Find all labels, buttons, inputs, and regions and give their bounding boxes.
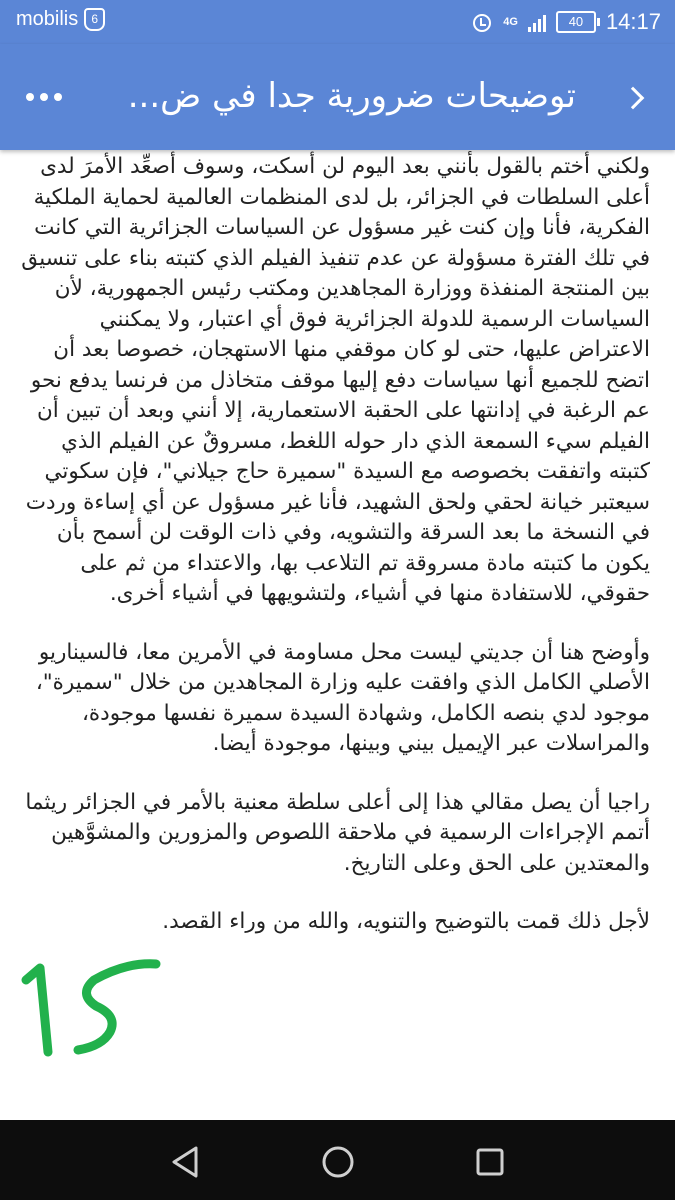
article-paragraph: ولكني أختم بالقول بأنني بعد اليوم لن أسكت، وسوف أصعِّد الأمرَ لدى أعلى السلطات في الجزائر، بل لدى المنظمات العالمية لحماية الملكية الفكرية، فأنا وإن كنت غير مسؤول عن السياسات الجزائرية التي كانت في تلك الفترة مسؤولة عن عدم تنفيذ الفيلم الذي كتبته بناء على تنسيق بين المنتجة المنفذة ووزارة المجاهدين ومكتب رئيس الجمهورية، لأن السياسات الرسمية للدولة الجزائرية فوق أي اعتبار، ولا يمكنني الاعتراض عليها، حتى لو كان موقفي منها الاستهجان، خصوصا بعد أن اتضح للجميع أنها سياسات دفع إليها موقف متخاذل من فرنسا يدفع نحو عم الرغبة في إدانتها على الحقبة الاستعمارية، إلا أنني وبعد أن تبين أن الفيلم سيء السمعة الذي دار حوله اللغط، مسروقٌ عن الفيلم الذي كتبته واتفقت بخصوصه مع السيدة "سميرة حاج جيلاني"، فإن سكوتي سيعتبر خيانة لحقي ولحق الشهيد، فأنا غير مسؤول عن أي إساءة وردت في النسخة ما بعد السرقة والتشويه، وفي ذات الوقت لن أسمح بأن يكون ما كتبته مادة مسروقة تم التلاعب بها، والاعتداء من ثم على حقوقي، للاستفادة منها في أشياء، ولتشويهها في أشياء أخرى. bbox=[21, 154, 650, 606]
back-chevron-icon[interactable] bbox=[615, 78, 655, 118]
handwritten-number-mark bbox=[14, 950, 164, 1060]
more-options-icon[interactable] bbox=[26, 82, 74, 112]
article-body bbox=[20, 152, 650, 966]
sim-shield-icon: 6 bbox=[84, 8, 105, 31]
home-circle-icon[interactable] bbox=[318, 1142, 358, 1182]
status-bar bbox=[0, 0, 675, 44]
clock: 14:17 bbox=[605, 9, 661, 34]
app-header bbox=[0, 44, 675, 150]
network-type: 4G bbox=[503, 15, 518, 28]
status-icons bbox=[471, 6, 661, 38]
back-triangle-icon[interactable] bbox=[166, 1142, 206, 1182]
page-title: توضيحات ضرورية جدا في ض... bbox=[127, 76, 576, 116]
article-paragraph: راجيا أن يصل مقالي هذا إلى أعلى سلطة معنية بالأمر في الجزائر ريثما أتمم الإجراءات الرسمية في ملاحقة اللصوص والمزورين والمشوَّهين والمعتدين على الحق وعلى التاريخ. bbox=[25, 789, 650, 876]
carrier-name: mobilis bbox=[16, 8, 79, 30]
recents-square-icon[interactable] bbox=[470, 1142, 510, 1182]
article-paragraph: لأجل ذلك قمت بالتوضيح والتنويه، والله من وراء القصد. bbox=[162, 909, 650, 934]
system-nav-bar bbox=[0, 1120, 675, 1200]
article-paragraph: وأوضح هنا أن جديتي ليست محل مساومة في الأمرين معا، فالسيناريو الأصلي الكامل الذي وافقت عليه وزارة المجاهدين من خلال "سميرة"، موجود لدي بنصه الكامل، وشهادة السيدة سميرة نفسها موجودة، والمراسلات عبر الإيميل بيني وبينها، موجودة أيضا. bbox=[35, 639, 650, 756]
battery-icon: 40 bbox=[556, 11, 596, 33]
alarm-clock-icon bbox=[471, 11, 493, 33]
signal-strength-icon bbox=[528, 12, 546, 32]
carrier-info bbox=[16, 8, 105, 31]
